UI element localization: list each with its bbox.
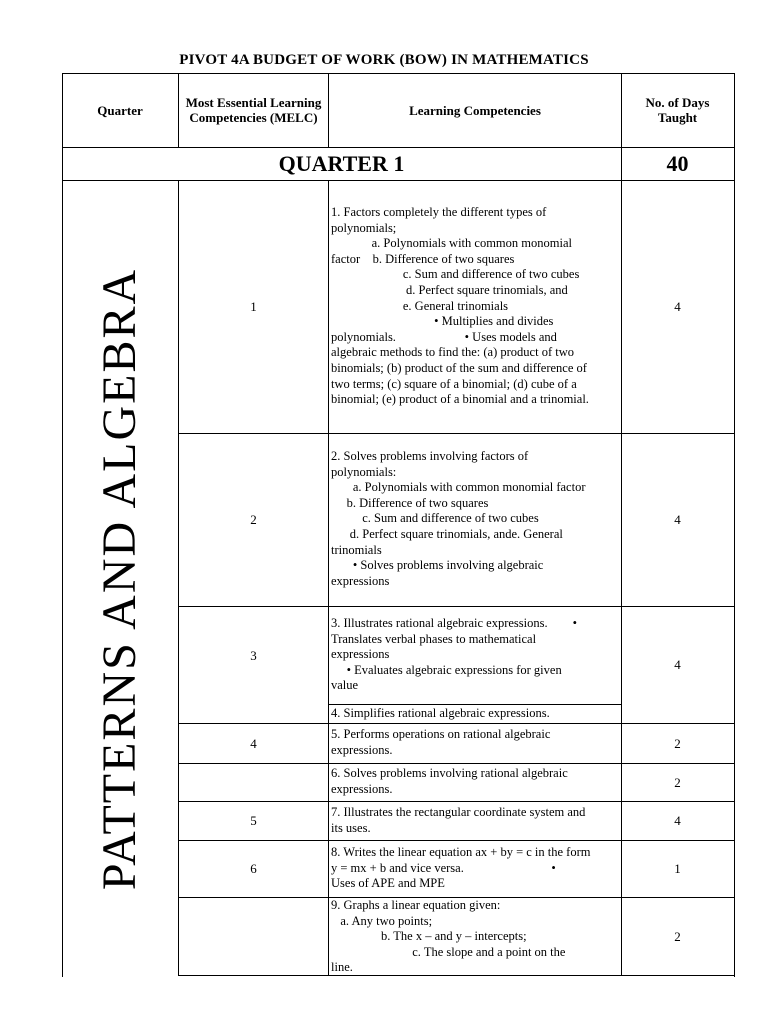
competency-text	[329, 766, 621, 797]
competency-line: factor b. Difference of two squares	[331, 251, 515, 266]
competency-line: its uses.	[331, 820, 371, 835]
quarter-days: 40	[666, 151, 689, 176]
competency-line: expressions.	[331, 742, 393, 757]
row-divider	[328, 704, 621, 705]
melc-number: 3	[250, 648, 257, 663]
competency-line: binomials; (b) product of the sum and difference of	[331, 360, 587, 375]
competency-line: e. General trinomials	[331, 298, 509, 313]
competency-line: • Evaluates algebraic expressions for given	[331, 662, 562, 677]
header-learning-competencies: Learning Competencies	[409, 102, 541, 118]
competency-line: 6. Solves problems involving rational algebraic	[331, 766, 568, 780]
competency-line: expressions	[331, 573, 390, 588]
competency-line: 2. Solves problems involving factors of	[331, 449, 529, 463]
days-value: 2	[674, 774, 681, 790]
competency-line: algebraic methods to find the: (a) product of two	[331, 345, 574, 360]
melc-number: 4	[250, 735, 257, 751]
competency-text	[329, 845, 621, 892]
days-value: 2	[674, 928, 681, 944]
days-value: 2	[674, 735, 681, 751]
competency-text	[329, 449, 621, 589]
competency-line: 8. Writes the linear equation ax + by = c in the form	[331, 845, 591, 859]
competency-line: c. Sum and difference of two cubes	[331, 511, 539, 526]
days-value: 4	[674, 657, 681, 672]
competency-line: Uses of APE and MPE	[331, 876, 445, 891]
quarter-label: QUARTER 1	[278, 151, 405, 176]
competency-text	[329, 706, 621, 722]
competency-line: polynomials. • Uses models and	[331, 329, 557, 344]
competency-line: two terms; (c) square of a binomial; (d) cube of a	[331, 376, 577, 391]
melc-number: 1	[250, 299, 257, 314]
competency-line: y = mx + b and vice versa. •	[331, 860, 556, 875]
competency-line: trinomials	[331, 542, 382, 557]
competency-line: 1. Factors completely the different types of	[331, 205, 547, 219]
competency-text	[329, 727, 621, 758]
competency-line: Translates verbal phases to mathematical	[331, 631, 537, 646]
document-title: PIVOT 4A BUDGET OF WORK (BOW) IN MATHEMATICS	[179, 52, 589, 68]
competency-text	[329, 616, 621, 694]
competency-line: a. Polynomials with common monomial factor	[331, 480, 586, 495]
competency-line: expressions	[331, 647, 390, 662]
melc-number: 6	[250, 861, 257, 876]
days-value: 4	[674, 512, 681, 527]
competency-line: 9. Graphs a linear equation given:	[331, 898, 501, 912]
competency-line: a. Any two points;	[331, 913, 433, 928]
header-days-taught: No. of Days Taught	[645, 95, 710, 125]
competency-line: binomial; (e) product of a binomial and a trinomial.	[331, 392, 589, 407]
competency-line: • Multiplies and divides	[331, 314, 554, 329]
competency-line: c. Sum and difference of two cubes	[331, 267, 580, 282]
melc-number: 5	[250, 813, 257, 828]
competency-line: 5. Performs operations on rational algebraic	[331, 727, 551, 741]
strand-label: PATTERNS AND ALGEBRA	[93, 267, 147, 890]
competency-line: d. Perfect square trinomials, and	[331, 282, 568, 297]
competency-line: polynomials:	[331, 464, 397, 479]
competency-line: 4. Simplifies rational algebraic expressions.	[331, 706, 550, 720]
competency-line: 3. Illustrates rational algebraic expressions. •	[331, 616, 577, 630]
competency-line: c. The slope and a point on the	[331, 944, 566, 959]
competency-line: expressions.	[331, 781, 393, 796]
competency-text	[329, 205, 621, 408]
days-value: 4	[674, 813, 681, 828]
competency-line: a. Polynomials with common monomial	[331, 236, 572, 251]
competency-line: line.	[331, 960, 353, 975]
melc-number: 2	[250, 512, 257, 527]
competency-line: d. Perfect square trinomials, ande. General	[331, 526, 563, 541]
competency-line: b. Difference of two squares	[331, 495, 489, 510]
competency-line: value	[331, 678, 359, 693]
competency-text	[329, 898, 621, 976]
days-value: 4	[674, 299, 681, 314]
strand-label-cell	[62, 181, 178, 976]
days-value: 1	[674, 861, 681, 876]
header-quarter: Quarter	[97, 102, 143, 118]
competency-line: polynomials;	[331, 220, 397, 235]
competency-line: b. The x – and y – intercepts;	[331, 929, 527, 944]
competency-line: 7. Illustrates the rectangular coordinate system and	[331, 805, 586, 819]
competency-line: • Solves problems involving algebraic	[331, 558, 544, 573]
header-melc: Most Essential Learning Competencies (MELC)	[185, 95, 322, 125]
competency-text	[329, 805, 621, 836]
